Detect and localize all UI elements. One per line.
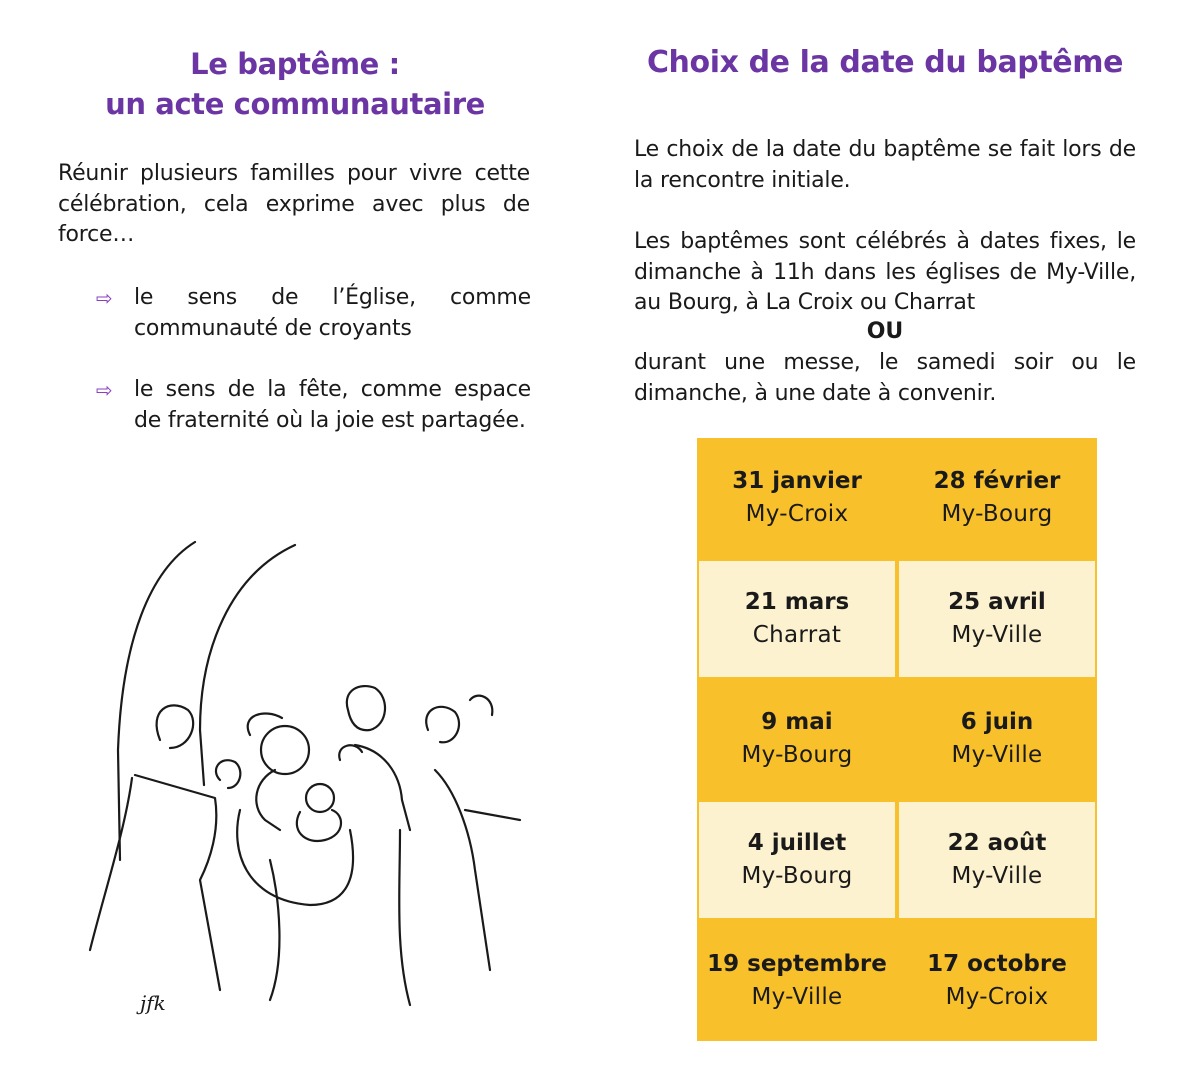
place-label: My-Ville [751, 983, 843, 1010]
bullet-text: le sens de la fête, comme espace de fraternité où la joie est partagée. [134, 377, 531, 433]
baptism-dates-grid [697, 438, 1097, 1041]
date-cell [697, 679, 897, 800]
place-label: My-Croix [945, 983, 1049, 1010]
arrow-right-icon: ⇨ [96, 378, 113, 402]
right-paragraph-2: Les baptêmes sont célébrés à dates fixes, le dimanche à 11h dans les églises de My-Ville, au Bourg, à La Croix ou Charrat [634, 229, 1136, 315]
bullet-text: le sens de l’Église, comme communauté de croyants [134, 285, 531, 341]
place-label: My-Bourg [741, 742, 853, 769]
date-label: 28 février [933, 468, 1061, 495]
date-cell [697, 800, 897, 921]
left-heading-line2: un acte communautaire [105, 87, 485, 121]
right-paragraph-1: Le choix de la date du baptême se fait lors de la rencontre initiale. [634, 137, 1136, 193]
or-separator: OU [866, 319, 904, 344]
date-label: 17 octobre [927, 950, 1067, 977]
bullet-item-2 [96, 375, 531, 436]
date-label: 4 juillet [747, 830, 847, 857]
place-label: My-Ville [951, 621, 1043, 648]
place-label: My-Ville [951, 742, 1043, 769]
date-label: 9 mai [761, 709, 833, 736]
date-cell [897, 800, 1097, 921]
date-cell [897, 559, 1097, 680]
date-label: 21 mars [744, 588, 850, 615]
place-label: My-Croix [745, 501, 849, 528]
place-label: My-Bourg [741, 863, 853, 890]
place-label: My-Bourg [941, 501, 1053, 528]
date-label: 31 janvier [732, 468, 862, 495]
left-intro-paragraph: Réunir plusieurs familles pour vivre cette célébration, cela exprime avec plus de force… [58, 161, 530, 247]
date-cell [897, 438, 1097, 559]
left-heading-line1: Le baptême : [190, 47, 400, 81]
date-cell [897, 679, 1097, 800]
date-label: 6 juin [960, 709, 1034, 736]
date-label: 19 septembre [707, 950, 887, 977]
date-cell [697, 559, 897, 680]
date-label: 22 août [947, 830, 1047, 857]
date-cell [697, 438, 897, 559]
signature-mark: jfk [140, 991, 166, 1015]
date-label: 25 avril [948, 588, 1046, 615]
baptism-family-illustration [70, 530, 540, 1030]
date-cell [897, 920, 1097, 1041]
arrow-right-icon: ⇨ [96, 286, 113, 310]
place-label: My-Ville [951, 863, 1043, 890]
place-label: Charrat [752, 621, 842, 648]
right-heading: Choix de la date du baptême [646, 45, 1124, 80]
date-cell [697, 920, 897, 1041]
bullet-item-1 [96, 283, 531, 344]
right-paragraph-3: durant une messe, le samedi soir ou le dimanche, à une date à convenir. [634, 350, 1136, 406]
